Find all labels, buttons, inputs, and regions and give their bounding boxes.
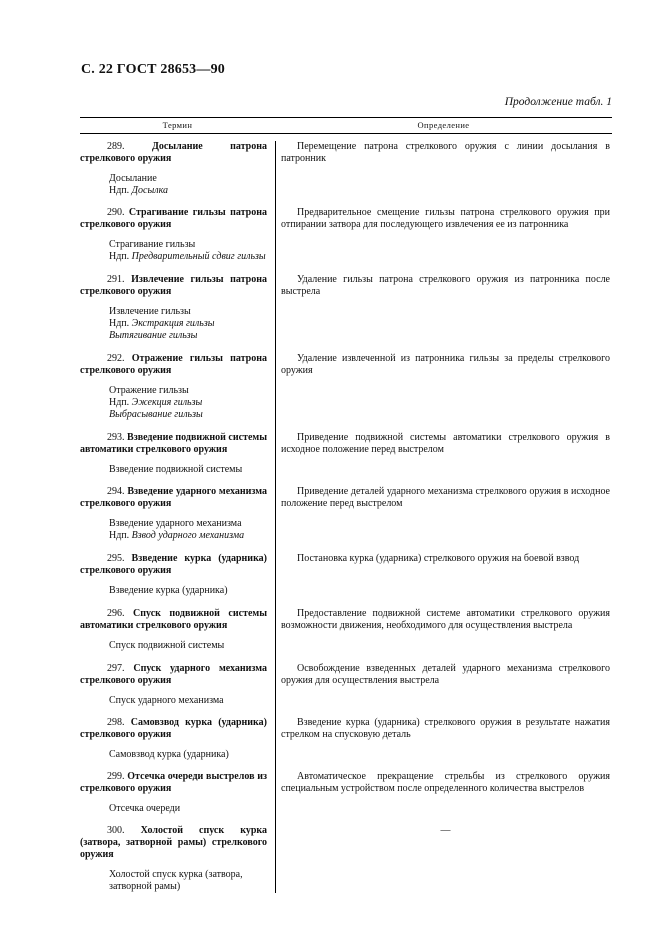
table-row [80,663,612,707]
definition-cell: Приведение деталей ударного механизма стрелкового оружия в исходное положение перед выстрелом [281,486,610,509]
ndp-prefix: Ндп. [109,185,130,196]
definition-cell: Удаление извлеченной из патронника гильзы за пределы стрелкового оружия [281,353,610,376]
term-name [80,771,267,795]
term-name [80,141,267,165]
term-synonyms [109,173,267,197]
table-row [80,608,612,652]
short-term: Холостой спуск курка (затвора, затворной рамы) [109,869,243,892]
definition-cell: — [440,825,451,836]
term-cell [80,274,275,342]
term-number: 298. [107,717,125,728]
definition-cell: Постановка курка (ударника) стрелкового оружия на боевой взвод [297,553,580,564]
term-number: 292. [107,353,125,364]
term-cell [80,207,275,263]
term-cell [80,141,275,197]
short-term: Досылание [109,173,157,184]
term-title: Взведение подвижной системы автоматики стрелкового оружия [80,432,268,455]
term-synonyms [109,306,267,342]
table-row [80,553,612,597]
ndp-line [109,251,267,263]
ndp-term: Вытягивание гильзы [109,330,198,341]
ndp-term: Экстракция гильзы [131,318,215,329]
short-term: Взведение ударного механизма [109,518,242,529]
table-row [80,486,612,542]
term-title: Самовзвод курка (ударника) стрелкового оружия [80,717,267,740]
term-name [80,432,267,456]
term-number: 295. [107,553,125,564]
term-cell [80,717,275,761]
ndp-term: Взвод ударного механизма [131,530,245,541]
term-synonyms [109,518,267,542]
term-cell [80,608,275,652]
term-synonyms [109,239,267,263]
term-number: 293. [107,432,125,443]
short-term: Взведение подвижной системы [109,464,243,475]
table-row [80,432,612,476]
ndp-term: Предварительный сдвиг гильзы [131,251,266,262]
ndp-line [109,330,267,342]
ndp-prefix: Ндп. [109,318,130,329]
short-term: Спуск ударного механизма [109,695,224,706]
term-synonyms [109,869,267,893]
term-title: Досылание патрона стрелкового оружия [80,141,267,164]
term-number: 299. [107,771,125,782]
short-term: Отсечка очереди [109,803,181,814]
term-name [80,207,267,231]
ndp-line [109,318,267,330]
table-rows [80,141,612,893]
table-caption: Продолжение табл. 1 [504,96,612,108]
ndp-prefix: Ндп. [109,397,130,408]
table-row [80,825,612,893]
term-name [80,825,267,861]
term-number: 289. [107,141,125,152]
term-synonyms [109,640,267,652]
term-title: Холостой спуск курка (затвора, затворной рамы) стрелкового оружия [80,825,267,860]
ndp-term: Эжекция гильзы [131,397,203,408]
ndp-prefix: Ндп. [109,530,130,541]
short-term: Страгивание гильзы [109,239,196,250]
definition-cell: Автоматическое прекращение стрельбы из стрелкового оружия специальным устройством после определенного количества выстрелов [281,771,610,794]
term-cell [80,553,275,597]
terms-table [80,117,612,893]
ndp-line [109,397,267,409]
short-term: Взведение курка (ударника) [109,585,228,596]
term-number: 291. [107,274,125,285]
column-header-definition: Определение [417,120,470,130]
term-synonyms [109,585,267,597]
definition-cell: Предоставление подвижной системе автоматики стрелкового оружия возможности движения, необходимого для осуществления выстрела [281,608,610,631]
term-title: Извлечение гильзы патрона стрелкового оружия [80,274,268,297]
term-name [80,553,267,577]
term-cell [80,432,275,476]
short-term: Извлечение гильзы [109,306,191,317]
table-row [80,717,612,761]
table-body [80,141,612,893]
term-number: 294. [107,486,125,497]
table-row [80,207,612,263]
term-cell [80,771,275,815]
short-term: Отражение гильзы [109,385,189,396]
term-title: Взведение ударного механизма стрелкового оружия [80,486,267,509]
short-term: Спуск подвижной системы [109,640,225,651]
term-name [80,353,267,377]
term-name [80,274,267,298]
term-synonyms [109,803,267,815]
term-number: 297. [107,663,125,674]
term-title: Отсечка очереди выстрелов из стрелкового оружия [80,771,268,794]
term-name [80,663,267,687]
page-header: С. 22 ГОСТ 28653—90 [81,62,225,77]
term-name [80,608,267,632]
term-cell [80,663,275,707]
term-name [80,717,267,741]
term-title: Страгивание гильзы патрона стрелкового оружия [80,207,267,230]
definition-cell: Предварительное смещение гильзы патрона стрелкового оружия при отпирании затвора для последующего извлечения ее из патронника [281,207,610,230]
short-term: Самовзвод курка (ударника) [109,749,229,760]
term-name [80,486,267,510]
table-row [80,771,612,815]
ndp-term: Досылка [131,185,169,196]
table-row [80,353,612,421]
term-cell [80,486,275,542]
definition-cell: Взведение курка (ударника) стрелкового оружия в результате нажатия стрелком на спусковую деталь [281,717,610,740]
ndp-line [109,409,267,421]
term-title: Отражение гильзы патрона стрелкового оружия [80,353,268,376]
term-synonyms [109,464,267,476]
term-synonyms [109,695,267,707]
table-row [80,141,612,197]
term-synonyms [109,749,267,761]
definition-cell: Перемещение патрона стрелкового оружия с линии досылания в патронник [281,141,610,164]
term-number: 296. [107,608,125,619]
term-title: Взведение курка (ударника) стрелкового оружия [80,553,268,576]
ndp-line [109,530,267,542]
term-synonyms [109,385,267,421]
ndp-line [109,185,267,197]
ndp-term: Выбрасывание гильзы [109,409,203,420]
column-header-term: Термин [162,120,193,130]
term-cell [80,825,275,893]
table-header [80,117,612,134]
definition-cell: Освобождение взведенных деталей ударного механизма стрелкового оружия для осуществления выстрела [281,663,610,686]
ndp-prefix: Ндп. [109,251,130,262]
table-row [80,274,612,342]
definition-cell: Приведение подвижной системы автоматики стрелкового оружия в исходное положение перед выстрелом [281,432,610,455]
term-cell [80,353,275,421]
term-number: 290. [107,207,125,218]
column-divider [275,141,276,893]
term-title: Спуск ударного механизма стрелкового оружия [80,663,268,686]
term-title: Спуск подвижной системы автоматики стрелкового оружия [80,608,267,631]
definition-cell: Удаление гильзы патрона стрелкового оружия из патронника после выстрела [281,274,610,297]
term-number: 300. [107,825,125,836]
